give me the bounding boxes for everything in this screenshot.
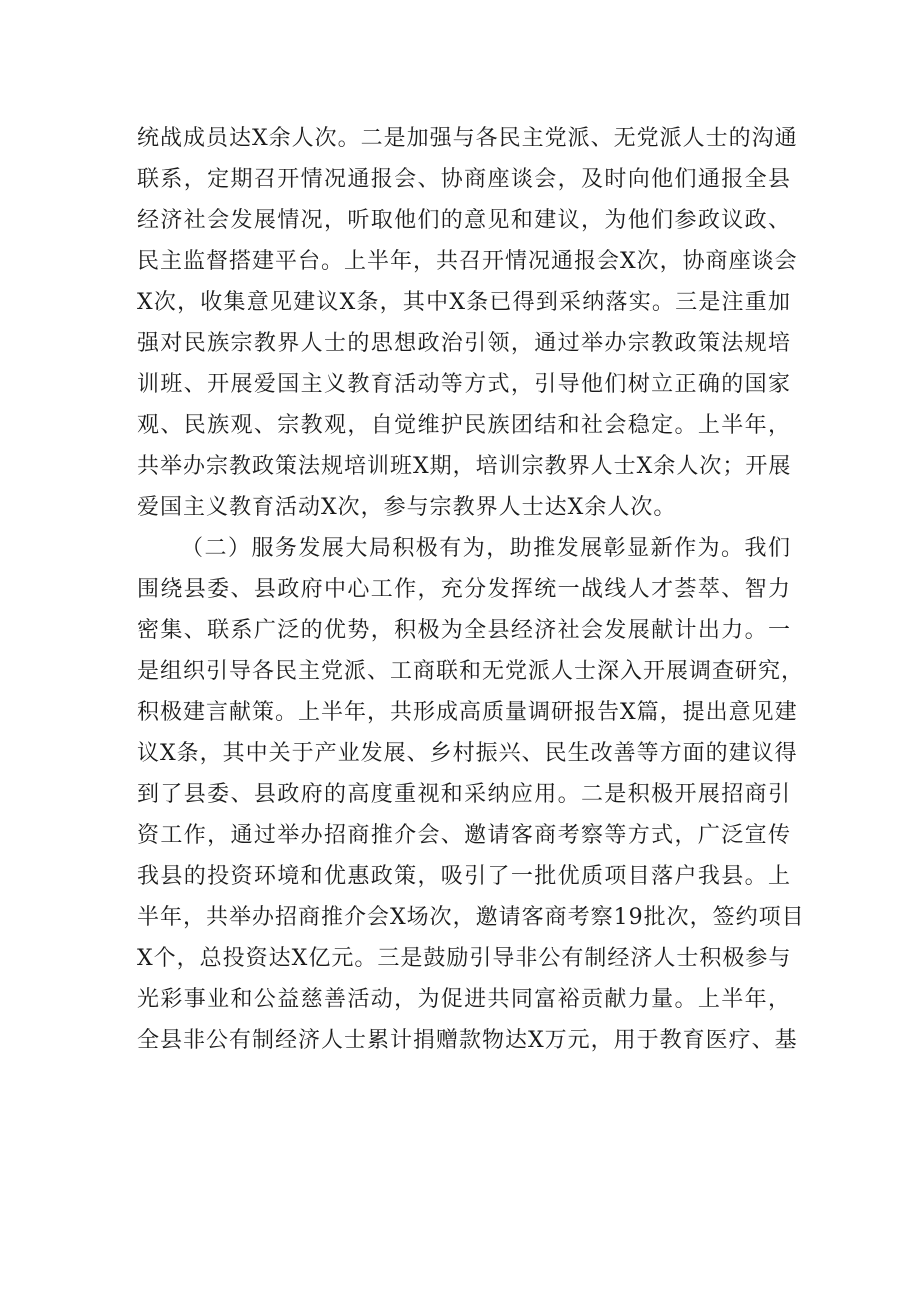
section-heading-line: （二）服务发展大局积极有为，助推发展彰显新作为。我们	[181, 536, 791, 561]
text-line: 积极建言献策。上半年，共形成高质量调研报告X篇，提出意见建	[137, 700, 798, 725]
text-line: 强对民族宗教界人士的思想政治引领，通过举办宗教政策法规培	[137, 331, 791, 356]
text-line: 统战成员达X余人次。二是加强与各民主党派、无党派人士的沟通	[137, 126, 798, 151]
text-line: 全县非公有制经济人士累计捐赠款物达X万元，用于教育医疗、基	[137, 1028, 798, 1053]
text-line: 是组织引导各民主党派、工商联和无党派人士深入开展调查研究，	[137, 659, 805, 684]
paragraph-2	[137, 528, 805, 1061]
text-line: 资工作，通过举办招商推介会、邀请客商考察等方式，广泛宣传	[137, 823, 791, 848]
text-line: 联系，定期召开情况通报会、协商座谈会，及时向他们通报全县	[137, 167, 791, 192]
text-line: 密集、联系广泛的优势，积极为全县经济社会发展献计出力。一	[137, 618, 791, 643]
paragraph-1	[137, 118, 798, 528]
text-line: 光彩事业和公益慈善活动，为促进共同富裕贡献力量。上半年，	[137, 987, 791, 1012]
text-line: X个，总投资达X亿元。三是鼓励引导非公有制经济人士积极参与	[137, 946, 792, 971]
text-line: 共举办宗教政策法规培训班X期，培训宗教界人士X余人次；开展	[137, 454, 792, 479]
document-page	[137, 118, 805, 1061]
text-line: 民主监督搭建平台。上半年，共召开情况通报会X次，协商座谈会	[137, 249, 798, 274]
text-line: 围绕县委、县政府中心工作，充分发挥统一战线人才荟萃、智力	[137, 577, 791, 602]
text-line: 爱国主义教育活动X次，参与宗教界人士达X余人次。	[137, 495, 677, 520]
text-line: 半年，共举办招商推介会X场次，邀请客商考察19批次，签约项目	[137, 905, 805, 930]
text-line: X次，收集意见建议X条，其中X条已得到采纳落实。三是注重加	[137, 290, 791, 315]
text-line: 观、民族观、宗教观，自觉维护民族团结和社会稳定。上半年，	[137, 413, 791, 438]
text-line: 议X条，其中关于产业发展、乡村振兴、民生改善等方面的建议得	[137, 741, 798, 766]
text-line: 训班、开展爱国主义教育活动等方式，引导他们树立正确的国家	[137, 372, 791, 397]
text-line: 我县的投资环境和优惠政策，吸引了一批优质项目落户我县。上	[137, 864, 791, 889]
text-line: 到了县委、县政府的高度重视和采纳应用。二是积极开展招商引	[137, 782, 791, 807]
text-line: 经济社会发展情况，听取他们的意见和建议，为他们参政议政、	[137, 208, 791, 233]
